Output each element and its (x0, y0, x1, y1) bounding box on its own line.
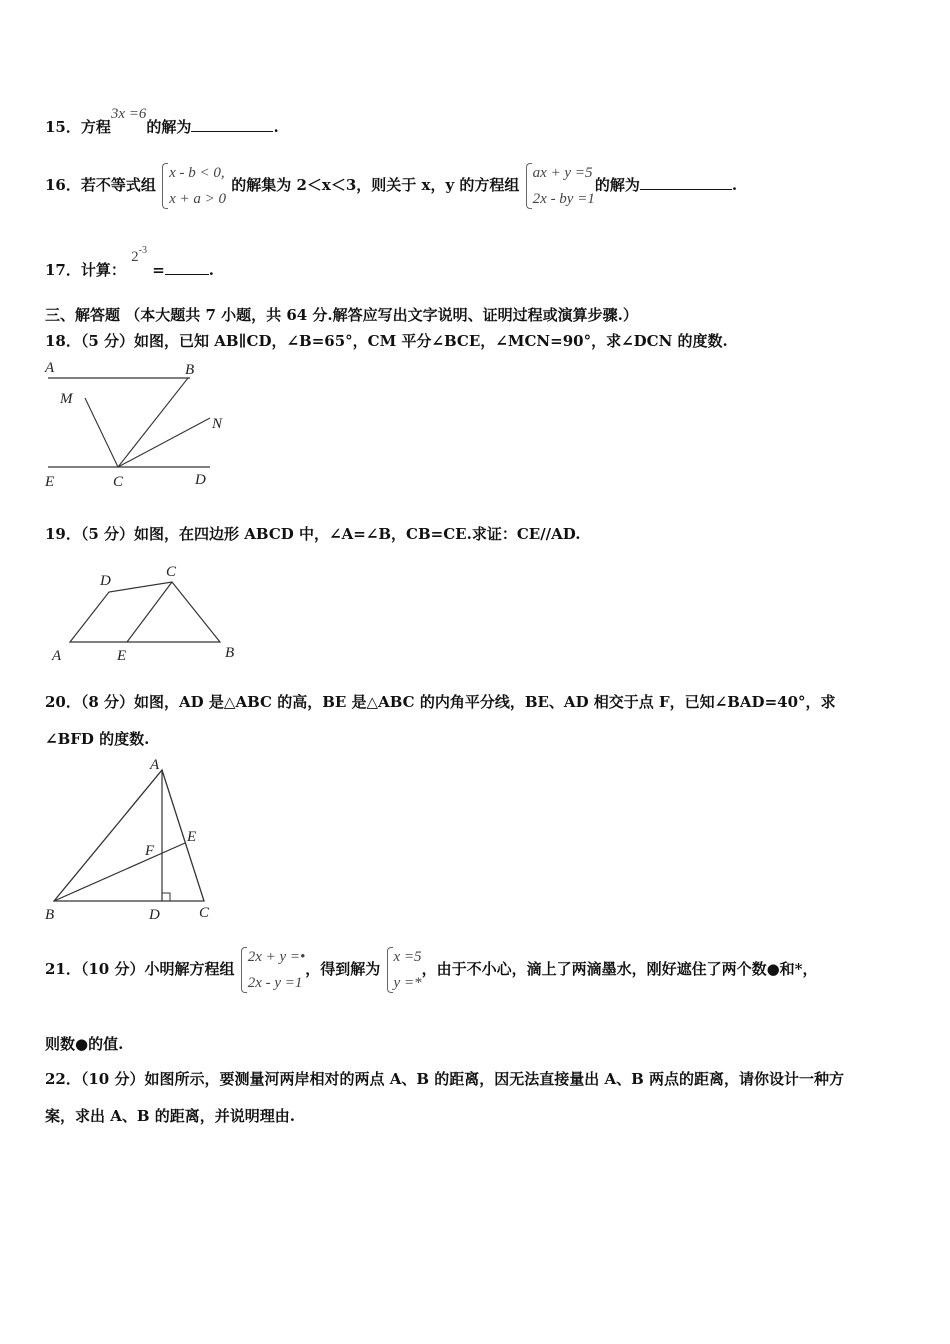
q18-figure (40, 358, 240, 493)
q21-sol-2: y =* (393, 975, 422, 991)
label-c: C (166, 564, 177, 580)
q17-number: 17． (45, 261, 81, 279)
q21-solution-system (386, 944, 422, 996)
label-f: F (145, 843, 155, 859)
q16-suffix: 的解为 (594, 176, 640, 194)
q17-end: . (208, 261, 215, 279)
q21-prefix: 21．（10 分）小明解方程组 (45, 960, 235, 978)
label-a: A (150, 757, 160, 773)
quadrilateral-abcd (70, 582, 220, 642)
question-22-line2: 案，求出 A、B 的距离，并说明理由. (45, 1107, 295, 1125)
q17-equals: = (152, 261, 165, 279)
question-21 (45, 944, 818, 996)
q21-eq-1: 2x + y =• (247, 949, 306, 965)
q17-prefix: 计算： (80, 261, 126, 279)
q16-answer-blank[interactable] (640, 175, 732, 190)
question-18-text: 18．（5 分）如图，已知 AB∥CD，∠B=65°，CM 平分∠BCE，∠MCN=90°，求∠DCN 的度数. (45, 332, 728, 350)
label-d: D (149, 907, 160, 923)
q15-answer-blank[interactable] (191, 117, 273, 132)
section-3-heading: 三、解答题 （本大题共 7 小题，共 64 分.解答应写出文字说明、证明过程或演算步骤.） (45, 306, 638, 324)
q20-figure (42, 755, 222, 925)
right-angle-mark (162, 893, 170, 901)
q16-ineq-1: x - b < 0, (169, 165, 225, 181)
q19-figure (45, 560, 245, 665)
label-b: B (45, 907, 55, 923)
q16-number: 16． (45, 176, 81, 194)
q15-end: . (273, 118, 279, 136)
q15-prefix: 方程 (80, 118, 111, 136)
label-c: C (199, 905, 210, 921)
label-a: A (52, 648, 62, 664)
triangle-abc (54, 770, 204, 901)
label-b: B (225, 645, 235, 661)
segment-ce (127, 582, 172, 642)
question-22-line1: 22．（10 分）如图所示，要测量河两岸相对的两点 A、B 的距离，因无法直接量出 A、B 两点的距离，请你设计一种方 (45, 1070, 844, 1088)
label-a: A (45, 360, 55, 376)
q16-eq-2: 2x - by =1 (532, 191, 595, 207)
q17-answer-blank[interactable] (165, 260, 209, 275)
question-20-line2: ∠BFD 的度数. (45, 730, 150, 748)
question-20-line1: 20．（8 分）如图，AD 是△ABC 的高，BE 是△ABC 的内角平分线，BE、AD 相交于点 F，已知∠BAD=40°，求 (45, 693, 836, 711)
bisector-be (54, 843, 185, 901)
question-19-text: 19．（5 分）如图，在四边形 ABCD 中，∠A=∠B，CB=CE.求证：CE//AD. (45, 525, 581, 543)
question-15 (45, 106, 279, 137)
q16-end: . (731, 176, 738, 194)
q15-suffix: 的解为 (146, 118, 192, 136)
q16-ineq-2: x + a > 0 (169, 191, 227, 207)
q16-middle: 的解集为 2＜x＜3，则关于 x，y 的方程组 (231, 176, 520, 194)
q16-equation-system (525, 160, 595, 212)
label-c: C (113, 474, 124, 490)
q21-sol-1: x =5 (393, 949, 422, 965)
label-e: E (117, 648, 127, 664)
label-d: D (100, 573, 111, 589)
label-d: D (195, 472, 206, 488)
q21-equation-system (240, 944, 306, 996)
q16-inequality-system (161, 160, 226, 212)
label-b: B (185, 362, 195, 378)
q17-base: 2 (131, 249, 139, 265)
label-e: E (187, 829, 197, 845)
q15-equation: 3x =6 (110, 106, 147, 122)
question-17 (45, 245, 215, 280)
q21-suffix: ，由于不小心，滴上了两滴墨水，刚好遮住了两个数●和*， (421, 960, 818, 978)
q15-number: 15． (45, 118, 81, 136)
label-e: E (45, 474, 55, 490)
q16-prefix: 若不等式组 (80, 176, 156, 194)
q21-middle: ，得到解为 (305, 960, 381, 978)
ray-cm (85, 398, 118, 467)
label-n: N (212, 416, 223, 432)
q21-eq-2: 2x - y =1 (247, 975, 303, 991)
question-21-line2: 则数●的值. (45, 1035, 124, 1053)
label-m: M (60, 391, 73, 407)
ray-cn (118, 418, 210, 467)
q16-eq-1: ax + y =5 (532, 165, 593, 181)
question-16 (45, 160, 737, 212)
ray-cb (118, 378, 188, 467)
q17-exponent: -3 (138, 245, 147, 256)
